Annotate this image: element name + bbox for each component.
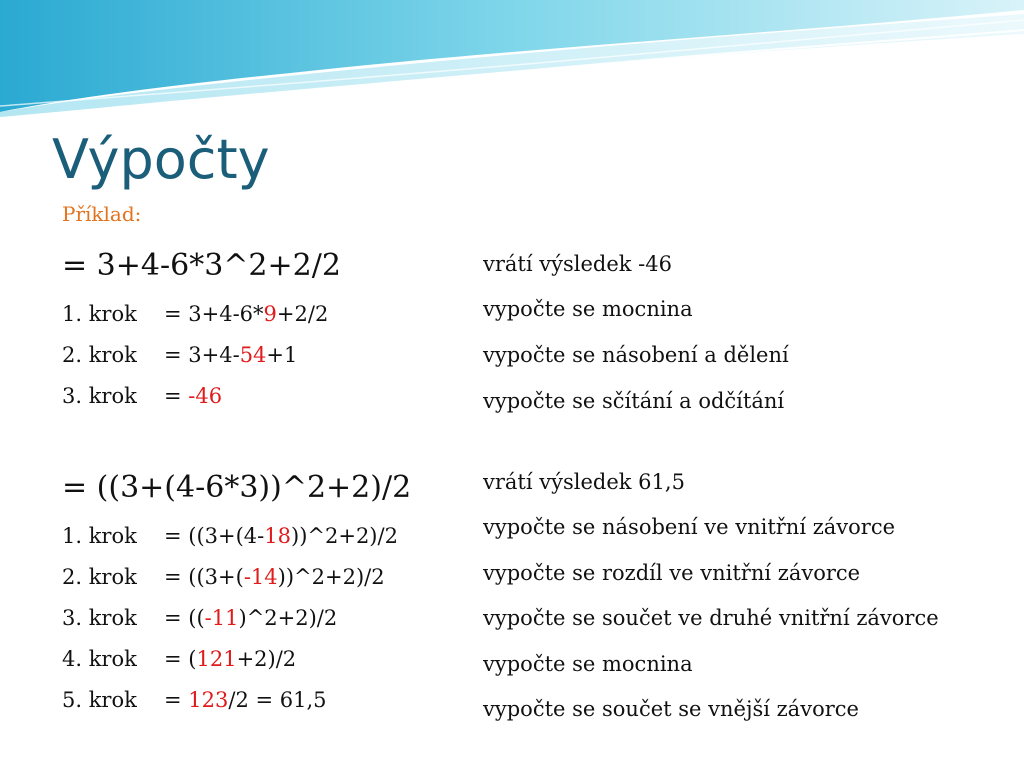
step-label: 2. krok bbox=[62, 343, 137, 367]
step-expr-highlight: 54 bbox=[239, 343, 267, 367]
example1-explanation-3: vypočte se násobení a dělení bbox=[483, 343, 789, 367]
step-expr-pre: = bbox=[164, 384, 189, 408]
step-expr-highlight: 9 bbox=[263, 302, 277, 326]
slide-subtitle: Příklad: bbox=[62, 202, 142, 226]
step-label: 5. krok bbox=[62, 688, 137, 712]
example2-explanation-2: vypočte se násobení ve vnitřní závorce bbox=[483, 515, 896, 539]
step-expr-highlight: -46 bbox=[188, 384, 223, 408]
step-expr-post: +1 bbox=[266, 343, 298, 367]
step-expr-highlight: 123 bbox=[188, 688, 229, 712]
step-expr-highlight: -14 bbox=[243, 565, 278, 589]
step-expr-highlight: 18 bbox=[264, 524, 291, 548]
step-label: 3. krok bbox=[62, 384, 137, 408]
step-expr-pre: = ( bbox=[164, 647, 197, 671]
step-expr-post: +2)/2 bbox=[236, 647, 297, 671]
step-expr-post: ))^2+2)/2 bbox=[291, 524, 398, 548]
step-expr-pre: = 3+4- bbox=[164, 343, 240, 367]
example2-step-1 bbox=[62, 524, 398, 548]
example2-explanation-1: vrátí výsledek 61,5 bbox=[483, 470, 685, 494]
example2-formula: = ((3+(4-6*3))^2+2)/2 bbox=[62, 470, 412, 505]
example2-step-4 bbox=[62, 647, 296, 671]
step-expr-post: +2/2 bbox=[276, 302, 329, 326]
step-expr-post: /2 = 61,5 bbox=[228, 688, 327, 712]
example2-step-3 bbox=[62, 606, 337, 630]
step-expr-post: )^2+2)/2 bbox=[238, 606, 338, 630]
step-expr-pre: = bbox=[164, 688, 189, 712]
step-label: 2. krok bbox=[62, 565, 137, 589]
example1-step-2 bbox=[62, 343, 297, 367]
step-expr-pre: = ((3+(4- bbox=[164, 524, 265, 548]
step-expr-pre: = 3+4-6* bbox=[164, 302, 264, 326]
step-expr-post: ))^2+2)/2 bbox=[277, 565, 385, 589]
slide-title: Výpočty bbox=[52, 128, 270, 191]
example1-formula: = 3+4-6*3^2+2/2 bbox=[62, 248, 341, 283]
example2-explanation-6: vypočte se součet se vnější závorce bbox=[483, 697, 859, 721]
step-label: 4. krok bbox=[62, 647, 137, 671]
example2-explanation-3: vypočte se rozdíl ve vnitřní závorce bbox=[483, 561, 861, 585]
example2-step-5 bbox=[62, 688, 327, 712]
step-expr-highlight: 121 bbox=[196, 647, 237, 671]
example2-explanation-4: vypočte se součet ve druhé vnitřní závorce bbox=[483, 606, 939, 630]
step-expr-pre: = ((3+( bbox=[164, 565, 244, 589]
example1-step-3 bbox=[62, 384, 222, 408]
step-label: 1. krok bbox=[62, 524, 137, 548]
example2-explanation-5: vypočte se mocnina bbox=[483, 652, 693, 676]
example1-explanation-4: vypočte se sčítání a odčítání bbox=[483, 389, 785, 413]
step-label: 3. krok bbox=[62, 606, 137, 630]
step-expr-highlight: -11 bbox=[204, 606, 239, 630]
example2-step-2 bbox=[62, 565, 385, 589]
example1-explanation-1: vrátí výsledek -46 bbox=[483, 252, 672, 276]
example1-explanation-2: vypočte se mocnina bbox=[483, 297, 693, 321]
step-expr-pre: = (( bbox=[164, 606, 205, 630]
step-label: 1. krok bbox=[62, 302, 137, 326]
example1-step-1 bbox=[62, 302, 328, 326]
header-wave-decoration bbox=[0, 0, 1024, 120]
